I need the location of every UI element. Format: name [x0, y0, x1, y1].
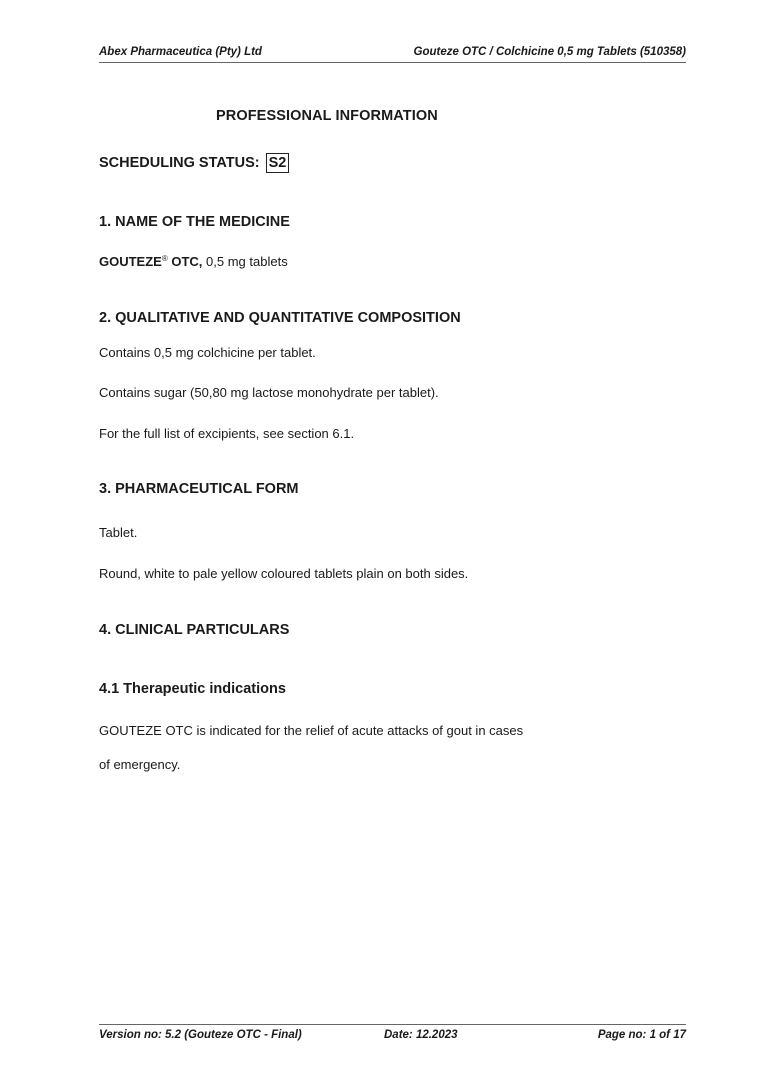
form-paragraph-2: Round, white to pale yellow coloured tablets plain on both sides. — [99, 566, 469, 581]
header-company: Abex Pharmaceutica (Pty) Ltd — [99, 46, 262, 58]
indications-line-1: GOUTEZE OTC is indicated for the relief of acute attacks of gout in cases — [99, 723, 524, 738]
footer-date: Date: 12.2023 — [384, 1029, 458, 1041]
form-paragraph-1: Tablet. — [99, 525, 138, 540]
medicine-name-suffix: OTC, — [167, 254, 203, 269]
composition-paragraph-2: Contains sugar (50,80 mg lactose monohydrate per tablet). — [99, 385, 439, 400]
indications-line-2: of emergency. — [99, 757, 181, 772]
section-4-heading: 4. CLINICAL PARTICULARS — [99, 622, 290, 638]
section-1-heading: 1. NAME OF THE MEDICINE — [99, 214, 290, 230]
page-header — [99, 44, 686, 63]
medicine-name-rest: 0,5 mg tablets — [202, 254, 288, 269]
footer-version: Version no: 5.2 (Gouteze OTC - Final) — [99, 1029, 302, 1041]
section-2-heading: 2. QUALITATIVE AND QUANTITATIVE COMPOSITION — [99, 310, 461, 326]
footer-page-number: Page no: 1 of 17 — [597, 1029, 686, 1041]
subsection-4-1-heading: 4.1 Therapeutic indications — [99, 681, 286, 697]
composition-paragraph-3: For the full list of excipients, see section 6.1. — [99, 426, 355, 441]
registered-mark: ® — [161, 254, 168, 263]
composition-paragraph-1: Contains 0,5 mg colchicine per tablet. — [99, 345, 316, 360]
scheduling-status — [99, 153, 289, 173]
section-3-heading: 3. PHARMACEUTICAL FORM — [99, 481, 299, 497]
header-product: Gouteze OTC / Colchicine 0,5 mg Tablets (510358) — [413, 46, 686, 58]
scheduling-label: SCHEDULING STATUS: — [99, 155, 260, 171]
medicine-name-bold: GOUTEZE — [99, 254, 162, 269]
scheduling-value-box: S2 — [266, 153, 290, 173]
page-footer — [99, 1024, 686, 1043]
medicine-name — [99, 254, 288, 269]
document-title: PROFESSIONAL INFORMATION — [216, 108, 438, 124]
